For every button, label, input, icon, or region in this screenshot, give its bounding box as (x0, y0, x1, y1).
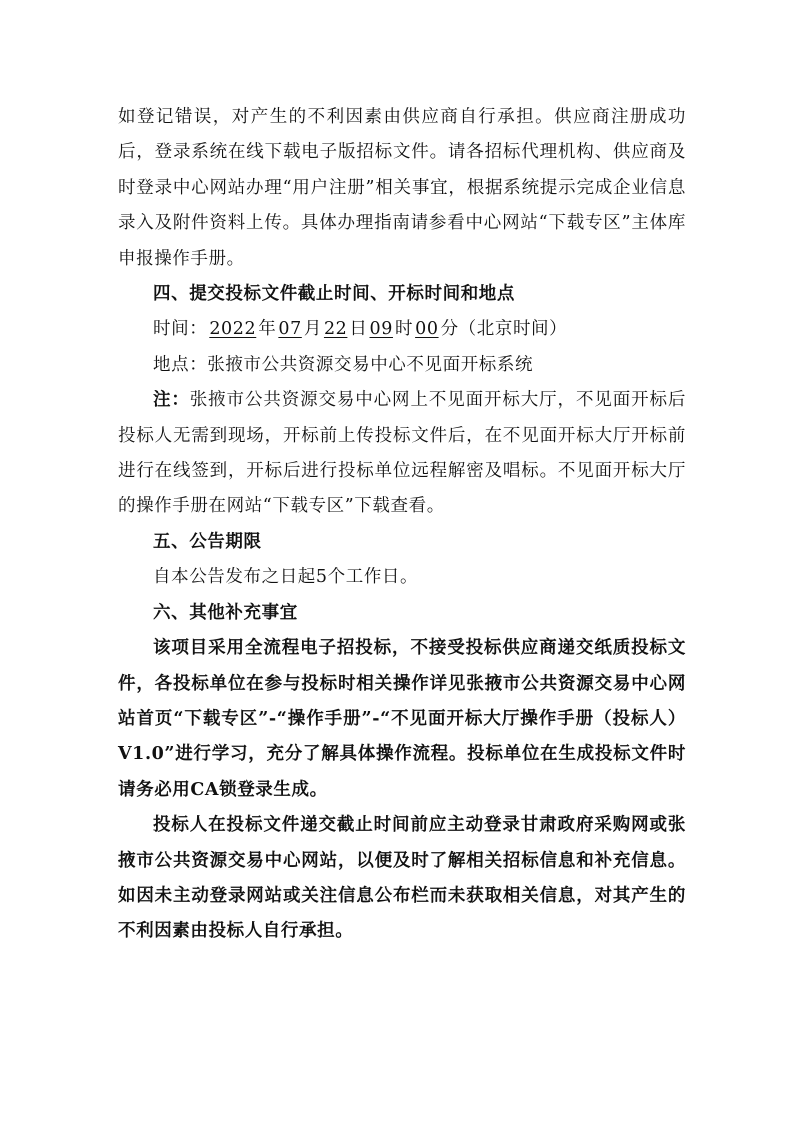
hour-unit: 时 (394, 319, 414, 340)
section-6-heading: 六、其他补充事宜 (153, 602, 298, 623)
bid-time-line (118, 312, 686, 347)
document-body (118, 100, 686, 950)
minute-value: 00 (415, 319, 439, 340)
electronic-bidding-paragraph: 该项目采用全流程电子招投标，不接受投标供应商递交纸质投标文件，各投标单位在参与投标时相关操作详见张掖市公共资源交易中心网站首页“下载专区”-“操作手册”-“不见面开标大厅操作手册（投标人）V1.0”进行学习，充分了解具体操作流程。投标单位在生成投标文件时请务必用CA锁登录生成。 (118, 638, 686, 800)
month-unit: 月 (303, 319, 322, 340)
announcement-period-text: 自本公告发布之日起5个工作日。 (153, 567, 419, 588)
registration-paragraph: 如登记错误，对产生的不利因素由供应商自行承担。供应商注册成功后，登录系统在线下载电子版招标文件。请各招标代理机构、供应商及时登录中心网站办理“用户注册”相关事宜，根据系统提示完成企业信息录入及附件资料上传。具体办理指南请参看中心网站“下载专区”主体库申报操作手册。 (118, 107, 686, 269)
note-paragraph (118, 383, 686, 525)
day-unit: 日 (349, 319, 368, 340)
day-value: 22 (323, 319, 348, 340)
note-text: 张掖市公共资源交易中心网上不见面开标大厅，不见面开标后投标人无需到现场，开标前上传投标文件后，在不见面开标大厅开标前进行在线签到，开标后进行投标单位远程解密及唱标。不见面开标大厅的操作手册在网站“下载专区”下载查看。 (118, 390, 686, 517)
hour-value: 09 (369, 319, 393, 340)
location-line: 地点：张掖市公共资源交易中心不见面开标系统 (153, 354, 534, 375)
minute-unit: 分（北京时间） (440, 319, 568, 340)
time-label: 时间： (153, 319, 208, 340)
month-value: 07 (278, 319, 302, 340)
year-value: 2022 (209, 319, 257, 340)
section-4-heading: 四、提交投标文件截止时间、开标时间和地点 (153, 284, 515, 305)
note-label: 注： (153, 390, 190, 411)
year-unit: 年 (258, 319, 277, 340)
section-5-heading: 五、公告期限 (153, 531, 262, 552)
bidder-notice-paragraph: 投标人在投标文件递交截止时间前应主动登录甘肃政府采购网或张掖市公共资源交易中心网站，以便及时了解相关招标信息和补充信息。如因未主动登录网站或关注信息公布栏而未获取相关信息，对其产生的不利因素由投标人自行承担。 (118, 815, 686, 942)
